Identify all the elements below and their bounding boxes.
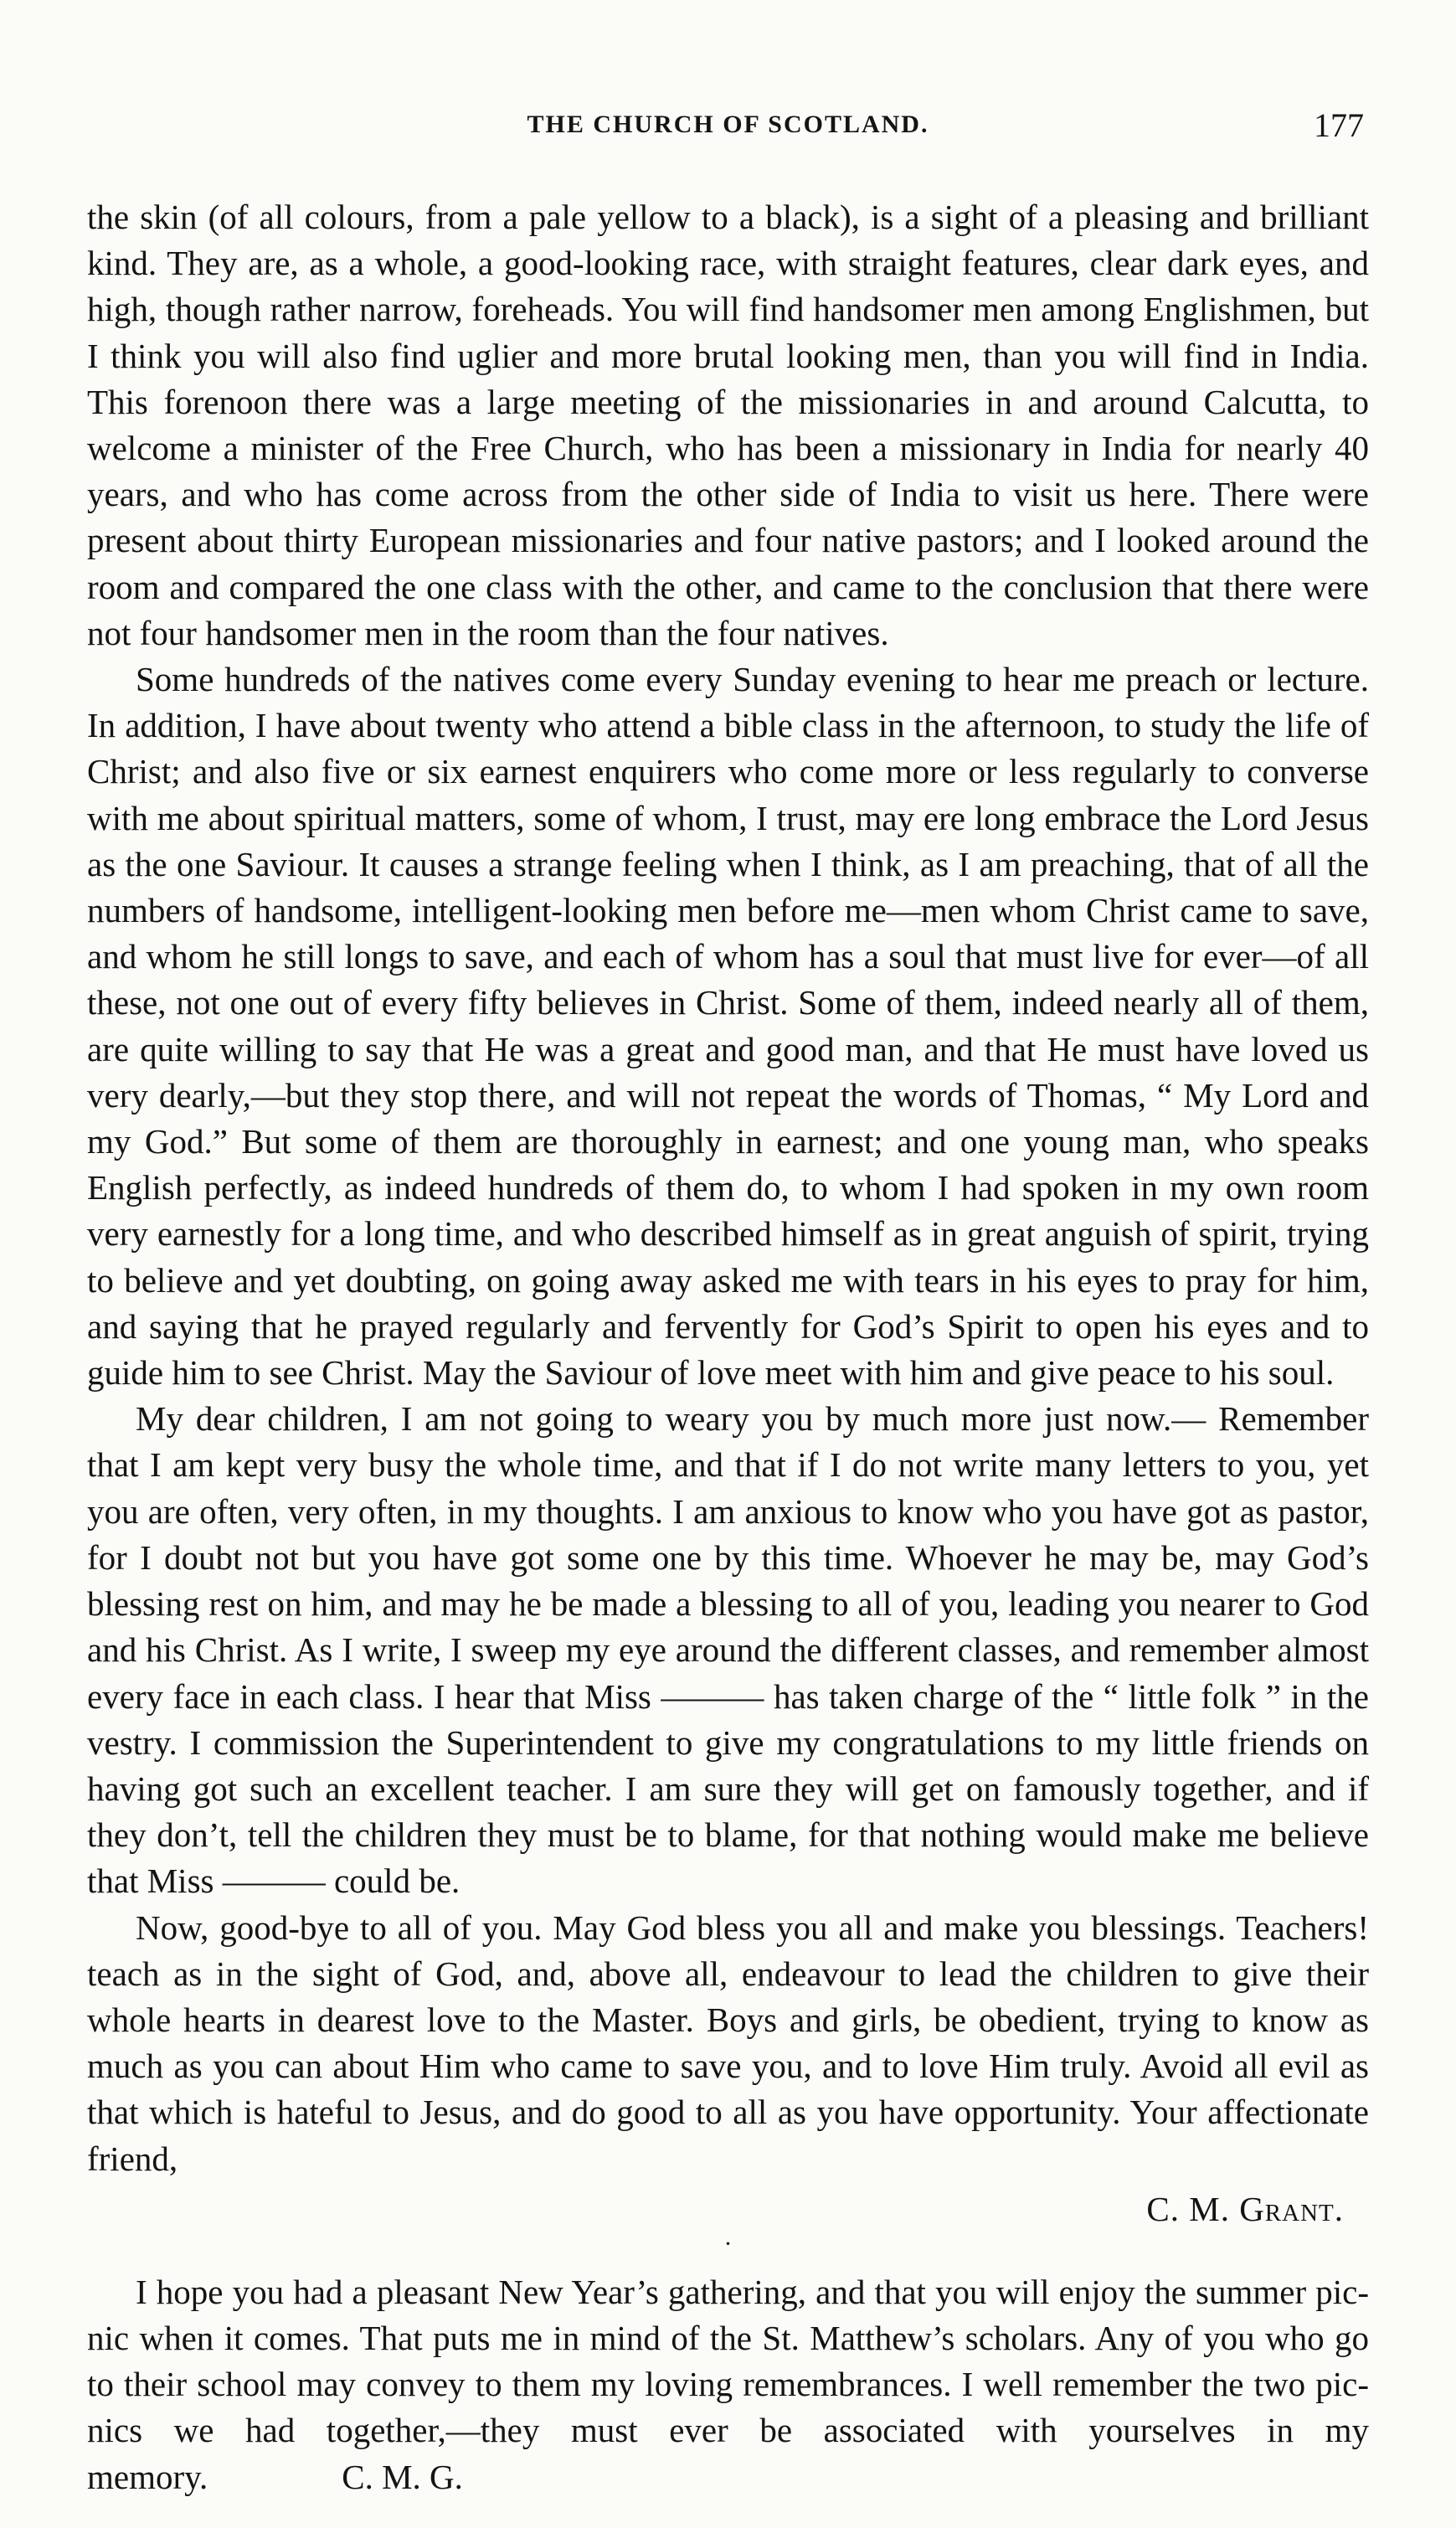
signature (87, 2186, 1369, 2232)
separator-dot: · (723, 2229, 733, 2258)
paragraph: the skin (of all colours, from a pale yellow to a black), is a sight of a pleasing and brilliant kind. They are, as a whole, a good-looking race, with straight features, clear dark eyes, and high, though rather narrow, foreheads. You will find handsomer men among Englishmen, but I think you will also find uglier and more brutal looking men, than you will find in India. This forenoon there was a large meeting of the missionaries in and around Calcutta, to welcome a minister of the Free Church, who has been a missionary in India for nearly 40 years, and who has come across from the other side of India to visit us here. There were present about thirty European missionaries and four native pastors; and I looked around the room and compared the one class with the other, and came to the conclusion that there were not four handsomer men in the room than the four natives. (87, 198, 1369, 652)
paragraph: Now, good-bye to all of you. May God bless you all and make you blessings. Teachers! teach as in the sight of God, and, above all, endeavour to lead the children to give their whole hearts in dearest love to the Master. Boys and girls, be obedient, trying to know as much as you can about Him who came to save you, and to love Him truly. Avoid all evil as that which is hateful to Jesus, and do good to all as you have opportunity. Your affectionate friend, (87, 1908, 1369, 2178)
running-title: THE CHURCH OF SCOTLAND. (527, 111, 929, 138)
signature-text: C. M. Grant. (1146, 2189, 1344, 2228)
page-header (92, 106, 1364, 161)
paragraph: Some hundreds of the natives come every Sunday evening to hear me preach or lecture. In addition, I have about twenty who attend a bible class in the afternoon, to study the life of Christ; and also five or six earnest enquirers who come more or less regularly to converse with me about spiritual matters, some of whom, I trust, may ere long embrace the Lord Jesus as the one Saviour. It causes a strange feeling when I think, as I am preaching, that of all the numbers of handsome, intelligent-looking men before me—men whom Christ came to save, and whom he still longs to save, and each of whom has a soul that must live for ever—of all these, not one out of every fifty believes in Christ. Some of them, indeed nearly all of them, are quite willing to say that He was a great and good man, and that He must have loved us very dearly,—but they stop there, and will not repeat the words of Thomas, “ My Lord and my God.” But some of them are thoroughly in earnest; and one young man, who speaks English perfectly, as indeed hundreds of them do, to whom I had spoken in my own room very earnestly for a long time, and who described himself as in great anguish of spirit, trying to believe and yet doubting, on going away asked me with tears in his eyes to pray for him, and saying that he prayed regularly and fervently for God’s Spirit to open his eyes and to guide him to see Christ. May the Saviour of love meet with him and give peace to his soul. (87, 660, 1369, 1393)
page-number: 177 (1314, 106, 1364, 144)
page-body (87, 194, 1369, 2500)
paragraph: My dear children, I am not going to weary you by much more just now.— Remember that I am kept very busy the whole time, and that if I do not write many letters to you, yet you are often, very often, in my thoughts. I am anxious to know who you have got as pastor, for I doubt not but you have got some one by this time. Whoever he may be, may God’s blessing rest on him, and may he be made a blessing to all of you, leading you nearer to God and his Christ. As I write, I sweep my eye around the different classes, and remember almost every face in each class. I hear that Miss ——— has taken charge of the “ little folk ” in the vestry. I commission the Superintendent to give my congratulations to my little friends on having got such an excellent teacher. I am sure they will get on famously together, and if they don’t, tell the children they must be to blame, for that nothing would make me believe that Miss ——— could be. (87, 1399, 1369, 1901)
postscript (87, 2269, 1369, 2500)
postscript-text: I hope you had a pleasant New Year’s gathering, and that you will enjoy the summer pic-nic when it comes. That puts me in mind of the St. Matthew’s scholars. Any of you who go to their school may convey to them my loving remembrances. I well remember the two pic-nics we had together,—they must ever be associated with yourselves in my memory. (87, 2272, 1369, 2496)
postscript-initials: C. M. G. (342, 2457, 463, 2496)
